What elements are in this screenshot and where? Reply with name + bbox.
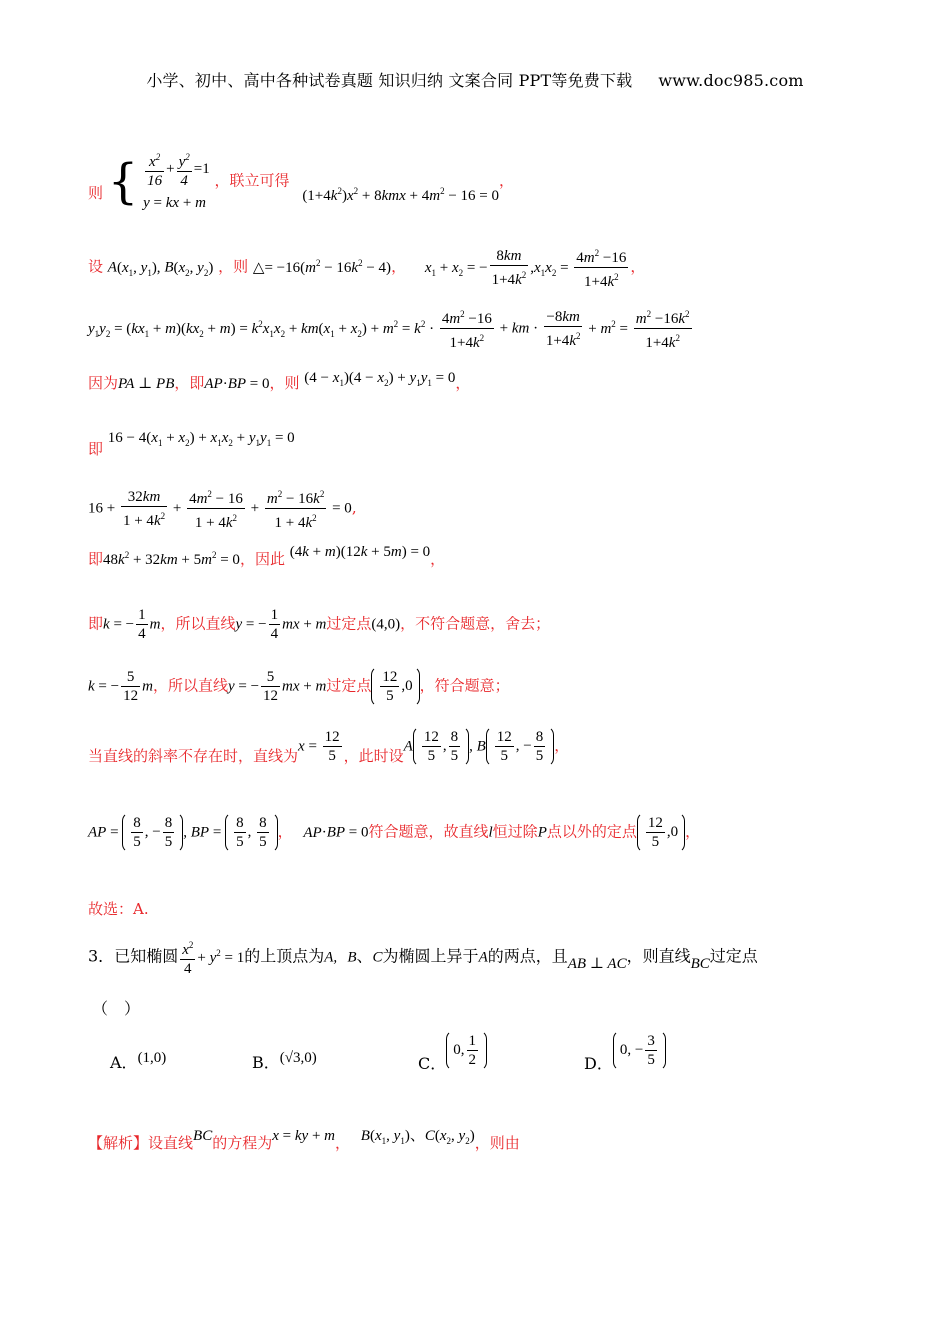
option-d-value: 0, − $\frac{3}{5}$	[613, 1030, 666, 1071]
text-suoyi: ，所以直线	[160, 614, 236, 633]
question-text-1: 已知椭圆	[114, 946, 179, 966]
text-ji: ，即	[174, 374, 205, 392]
option-a-value: (1,0)	[137, 1050, 167, 1066]
solution-line-5: 即 $16 - 4(x_1 + x_2) + x_1x_2 + y_1y_1 = 0$	[88, 430, 295, 458]
option-c[interactable]	[418, 1030, 487, 1071]
analysis-text-1: 设直线	[148, 1134, 194, 1152]
text-ze2: ，则	[218, 257, 249, 276]
text-guodian: 过定点	[326, 614, 372, 633]
question-text-3: 为椭圆上异于	[382, 946, 479, 966]
equation-system: $\frac{x^2}{16}$ + $\frac{y^2}{4}$ =1 y = kx + m	[143, 148, 210, 215]
text-guodian2: 过定点	[326, 676, 372, 695]
text-ji2: 即	[88, 440, 104, 458]
solution-conclusion: 故选：A.	[88, 900, 149, 918]
header-text: 小学、初中、高中各种试卷真题 知识归纳 文案合同 PPT等免费下载	[146, 71, 633, 90]
option-b[interactable]	[252, 1050, 317, 1073]
combined-equation: $(1+4k^2)x^2 + 8kmx + 4m^2 - 16 = 0$	[302, 185, 499, 204]
question-text-2: 的上顶点为	[244, 946, 325, 966]
option-c-value: 0, $\frac{1}{2}$	[446, 1030, 487, 1071]
option-d-label: D．	[584, 1054, 613, 1073]
analysis-line: 【解析】设直线BC的方程为x = ky + m， $B(x_1$, $y_1$)、$C(x_2$, $y_2$)，则由	[88, 1126, 520, 1152]
text-fuhe: ，符合题意；	[419, 676, 510, 695]
option-a-label: A．	[110, 1053, 138, 1072]
question-text-6: 过定点	[709, 946, 758, 966]
option-b-value: (√3,0)	[279, 1050, 317, 1066]
solution-line-11: AP = $\frac{8}{5}$ , − $\frac{8}{5}$ , BP = $\frac{8}{5}$ , $\frac{8}{5}$ ， AP·BP = 0符合题意，故直线l恒过除P点以外的定点 $\frac{12}{5}$ ,0 ，	[88, 812, 890, 853]
text-lianli: ，联立可得	[214, 171, 290, 190]
solution-line-4: 因为PA ⊥ PB，即AP·BP = 0，则 $(4 - x_1)(4 - x_2) + y_1y_1 = 0$，	[88, 370, 471, 392]
solution-line-2: 设 $A(x_1$, $y_1$), $B(x_2$, $y_2$) ，则 △= $-16(m^2 - 16k^2 - 4)$， $x_1 + x_2$ = − $\frac{8km}{1+4k^2}$ $,x_1x_2$ = $\frac{4m^2 -16}{1+4k^2}$ ，	[88, 244, 890, 291]
solution-line-3: $y_1y_2 = (kx_1 + m)(kx_2 + m) = k^2x_1x_2 + km(x_1 + x_2) + m^2 = k^2$ · $\frac{4m^2 -16}{1+4k^2}$ + km · $\frac{-8km}{1+4k^2}$ + $m^2$ = $\frac{m^2 -16k^2}{1+4k^2}$	[88, 305, 890, 352]
text-hengguo: 恒过除	[492, 822, 538, 841]
text-suoyi2: ，所以直线	[152, 676, 228, 695]
text-ze: 则	[88, 183, 104, 202]
solution-line-9: k = − $\frac{5}{12}$ m，所以直线y = − $\frac{5}{12}$ mx + m过定点 $\frac{12}{5}$ ,0 ，符合题意；	[88, 666, 890, 707]
text-bufu: ，不符合题意，舍去；	[400, 614, 551, 633]
analysis-tag: 【解析】	[88, 1134, 149, 1152]
text-ji3: 即	[88, 550, 104, 568]
solution-line-10: 当直线的斜率不存在时，直线为x = $\frac{12}{5}$ ，此时设A $\frac{12}{5}$ , $\frac{8}{5}$ , B $\frac{12}{5}$ , − $\frac{8}{5}$ ，	[88, 726, 890, 767]
header-site: www.doc985.com	[658, 71, 804, 90]
question-3: 3．已知椭圆 $\frac{x^2}{4}$ + $y^2 = 1$的上顶点为A, B、C为椭圆上异于A的两点，且AB ⊥ AC，则直线BC过定点	[88, 936, 890, 978]
text-slope: 当直线的斜率不存在时，直线为	[88, 746, 299, 765]
analysis-text-2: 的方程为	[212, 1134, 273, 1152]
text-yinwei: 因为	[88, 374, 119, 392]
text-ji4: 即	[88, 614, 104, 633]
question-number: 3．	[88, 946, 115, 966]
text-fuhe2: 符合题意，故直线	[368, 822, 489, 841]
page-header	[0, 68, 950, 91]
text-cishi: ，此时设	[343, 746, 404, 765]
question-text-4: 的两点，且	[487, 946, 568, 966]
question-text-5: ，则直线	[626, 946, 691, 966]
solution-line-1: 则 { $\frac{x^2}{16}$ + $\frac{y^2}{4}$ =1 y = kx + m ，联立可得 $(1+4k^2)x^2 + 8kmx + 4m^2 - 16 = 0$，	[88, 148, 890, 215]
option-b-label: B．	[252, 1053, 280, 1072]
solution-line-7: 即$48k^2 + 32km + 5m^2 = 0$，因此 (4k + m)(12k + 5m) = 0，	[88, 544, 446, 568]
solution-line-8: 即k = − $\frac{1}{4}$ m，所以直线y = − $\frac{1}{4}$ mx + m过定点(4,0)，不符合题意，舍去；	[88, 607, 551, 642]
option-d[interactable]	[584, 1030, 666, 1071]
text-dian: 点以外的定点	[546, 822, 637, 841]
solution-line-6: 16 + $\frac{32km}{1 + 4k^2}$ + $\frac{4m^2 - 16}{1 + 4k^2}$ + $\frac{m^2 - 16k^2}{1 + 4k^2}$ = 0,	[88, 485, 890, 532]
analysis-text-3: ，则由	[474, 1134, 520, 1152]
text-yinci: ，因此	[239, 550, 285, 568]
system-brace: {	[107, 153, 139, 210]
option-c-label: C．	[418, 1054, 447, 1073]
question-paren: （ ）	[92, 999, 141, 1018]
text-ze3: ，则	[269, 374, 300, 392]
text-she: 设	[88, 257, 104, 276]
option-a[interactable]	[110, 1050, 166, 1073]
